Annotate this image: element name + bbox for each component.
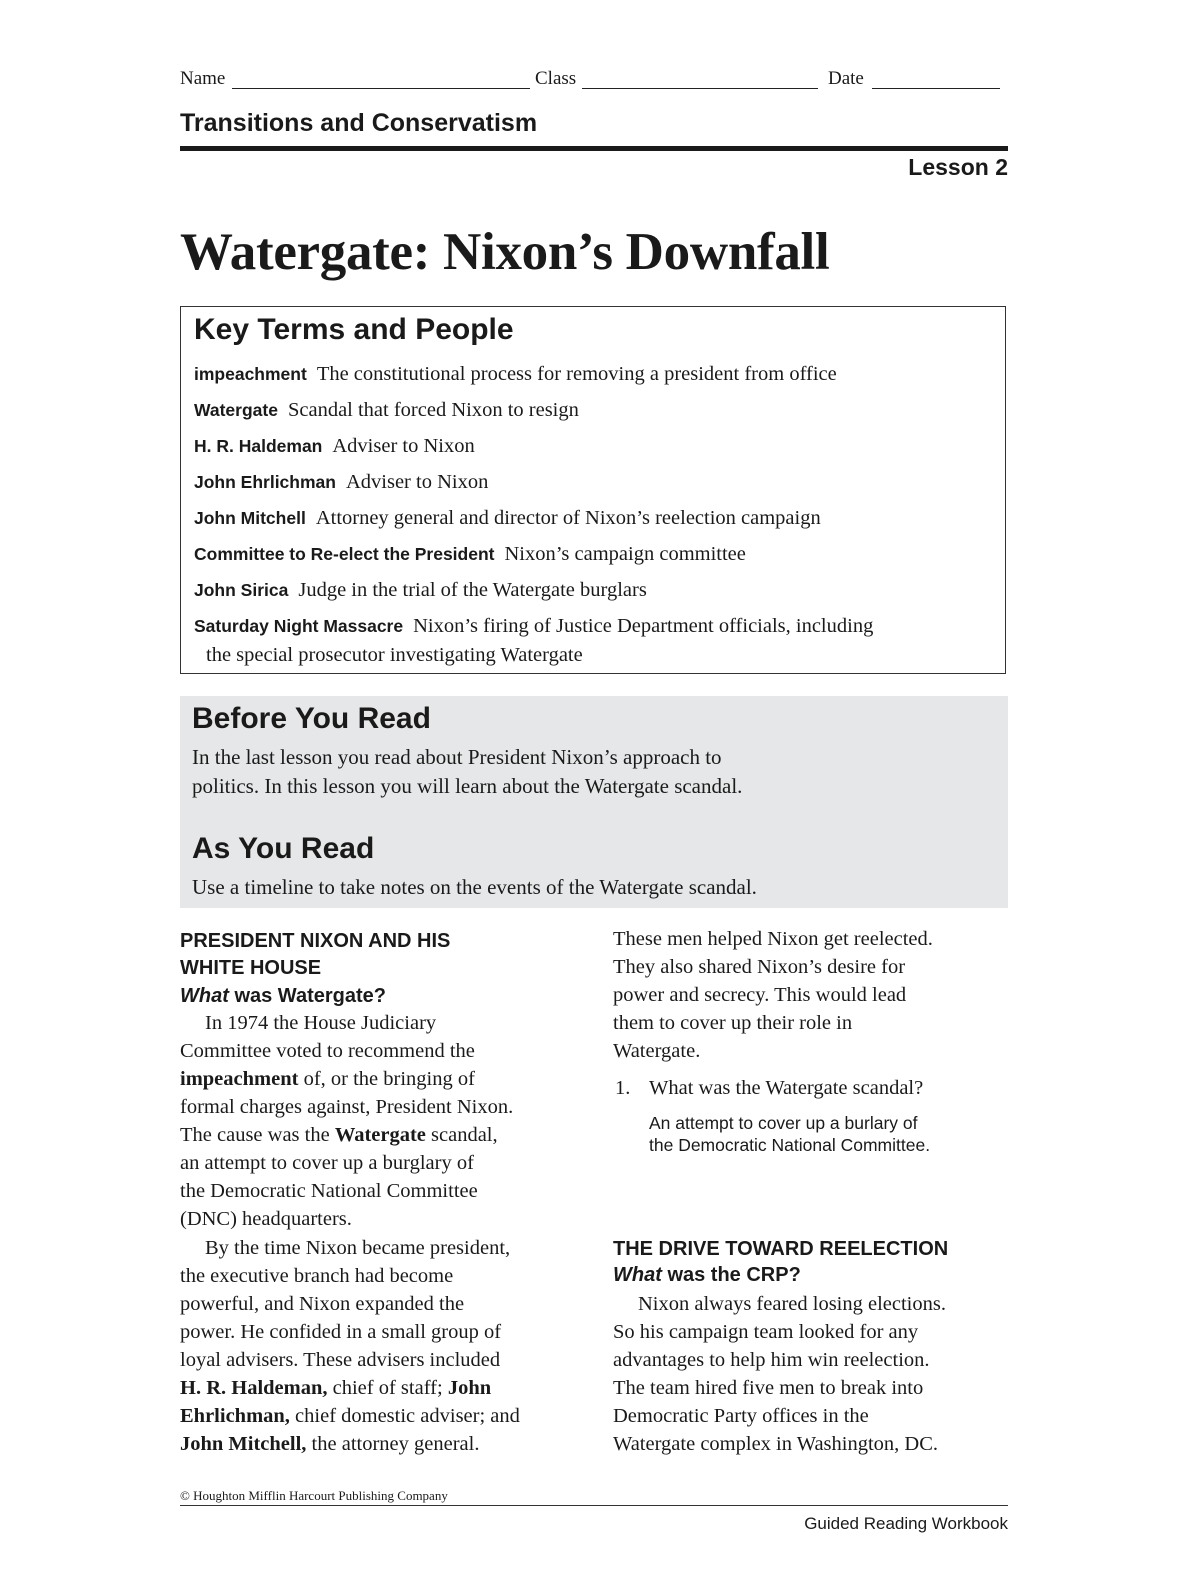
text-line xyxy=(180,1349,500,1372)
section-heading: THE DRIVE TOWARD REELECTION xyxy=(613,1238,949,1260)
text-line xyxy=(180,1293,464,1316)
as-you-read-text: Use a timeline to take notes on the events of the Watergate scandal. xyxy=(192,875,757,899)
text-run: Watergate complex in Washington, DC. xyxy=(613,1433,939,1455)
copyright-notice: © Houghton Mifflin Harcourt Publishing Company xyxy=(180,1488,448,1503)
guiding-question xyxy=(613,1264,801,1287)
section-heading-line: WHITE HOUSE xyxy=(180,957,322,979)
key-term-definition: Adviser to Nixon xyxy=(345,471,489,493)
text-run: Democratic Party offices in the xyxy=(613,1405,869,1427)
key-terms-heading: Key Terms and People xyxy=(194,313,514,346)
text-run: formal charges against, President Nixon. xyxy=(180,1096,514,1118)
key-term-definition: Attorney general and director of Nixon’s reelection campaign xyxy=(315,507,821,529)
text-line xyxy=(180,1321,501,1344)
text-run: the executive branch had become xyxy=(180,1265,454,1287)
question-emphasis: What xyxy=(180,985,229,1007)
page-title: Watergate: Nixon’s Downfall xyxy=(180,223,830,281)
text-run: the Democratic National Committee xyxy=(180,1180,478,1202)
text-run: loyal advisers. These advisers included xyxy=(180,1349,501,1371)
text-line xyxy=(180,1068,475,1091)
text-line: politics. In this lesson you will learn about the Watergate scandal. xyxy=(192,774,743,798)
section-heading-line: PRESIDENT NIXON AND HIS xyxy=(180,930,451,952)
text-line xyxy=(180,1096,513,1119)
text-line xyxy=(180,1265,453,1288)
bold-term: John xyxy=(447,1377,492,1399)
text-line xyxy=(613,1321,918,1344)
key-term-definition: Nixon’s campaign committee xyxy=(504,543,746,565)
bold-term: Watergate xyxy=(334,1124,426,1146)
key-term-row xyxy=(194,507,994,530)
text-line xyxy=(180,1180,478,1203)
before-you-read-text xyxy=(192,743,992,801)
text-line xyxy=(180,1433,479,1456)
question-emphasis: What xyxy=(613,1264,662,1286)
text-run: chief of staff; xyxy=(327,1377,448,1399)
question-text: was the CRP? xyxy=(661,1264,801,1286)
key-term-definition-continued: the special prosecutor investigating Watergate xyxy=(206,644,583,666)
key-term-name: John Sirica xyxy=(194,580,289,600)
guiding-question xyxy=(180,985,386,1008)
date-field-line[interactable] xyxy=(872,88,1000,89)
answer-line: the Democratic National Committee. xyxy=(649,1135,931,1155)
before-you-read-heading: Before You Read xyxy=(192,702,431,735)
text-line: In the last lesson you read about President Nixon’s approach to xyxy=(192,745,722,769)
answer-line: An attempt to cover up a burlary of xyxy=(649,1113,918,1133)
key-term-definition: Scandal that forced Nixon to resign xyxy=(287,399,579,421)
question-answer[interactable] xyxy=(649,1112,989,1156)
key-term-row xyxy=(194,615,994,638)
class-field-line[interactable] xyxy=(582,88,818,89)
name-label: Name xyxy=(180,68,226,89)
footer-rule xyxy=(180,1505,1008,1506)
text-line xyxy=(205,1012,436,1035)
section-heading xyxy=(180,928,450,982)
class-label: Class xyxy=(535,68,577,89)
text-line xyxy=(180,1040,475,1063)
key-term-name: H. R. Haldeman xyxy=(194,436,323,456)
text-run: So his campaign team looked for any xyxy=(613,1321,919,1343)
header-rule xyxy=(180,146,1008,151)
text-run: In 1974 the House Judiciary xyxy=(205,1012,437,1034)
text-line xyxy=(613,1349,930,1372)
key-term-definition: Adviser to Nixon xyxy=(332,435,475,457)
text-line xyxy=(180,1405,520,1428)
text-line xyxy=(180,1377,491,1400)
key-term-name: Committee to Re-elect the President xyxy=(194,544,495,564)
question-number: 1. xyxy=(615,1077,631,1099)
text-run: an attempt to cover up a burglary of xyxy=(180,1152,474,1174)
text-run: powerful, and Nixon expanded the xyxy=(180,1293,465,1315)
key-term-name: Saturday Night Massacre xyxy=(194,616,404,636)
bold-term: impeachment xyxy=(180,1068,299,1090)
text-line: Watergate. xyxy=(613,1040,701,1062)
key-term-name: impeachment xyxy=(194,364,307,384)
text-line xyxy=(205,1237,510,1260)
name-field-line[interactable] xyxy=(232,88,530,89)
key-term-row xyxy=(194,399,994,422)
key-term-name: John Mitchell xyxy=(194,508,306,528)
text-run: the attorney general. xyxy=(306,1433,480,1455)
student-info-header xyxy=(180,68,1010,92)
text-run: The team hired five men to break into xyxy=(613,1377,924,1399)
text-run: Committee voted to recommend the xyxy=(180,1040,475,1062)
text-line: them to cover up their role in xyxy=(613,1012,853,1034)
key-terms-box xyxy=(180,306,1006,674)
bold-term: John Mitchell, xyxy=(180,1433,307,1455)
key-term-definition: Nixon’s firing of Justice Department officials, including xyxy=(413,615,874,637)
bold-term: Ehrlichman, xyxy=(180,1405,290,1427)
key-term-row xyxy=(194,435,994,458)
text-run: power. He confided in a small group of xyxy=(180,1321,502,1343)
text-run: scandal, xyxy=(425,1124,498,1146)
key-term-definition: Judge in the trial of the Watergate burglars xyxy=(298,579,647,601)
text-line: They also shared Nixon’s desire for xyxy=(613,956,906,978)
lesson-label: Lesson 2 xyxy=(908,154,1008,180)
reading-guide-box xyxy=(180,696,1008,908)
question-text: was Watergate? xyxy=(228,985,386,1007)
text-run: The cause was the xyxy=(180,1124,335,1146)
text-run: advantages to help him win reelection. xyxy=(613,1349,930,1371)
text-run: By the time Nixon became president, xyxy=(205,1237,511,1259)
key-term-name: John Ehrlichman xyxy=(194,472,336,492)
text-line xyxy=(613,1433,938,1456)
text-line xyxy=(638,1293,946,1316)
bold-term: H. R. Haldeman, xyxy=(180,1377,328,1399)
unit-title: Transitions and Conservatism xyxy=(180,109,538,137)
text-line: power and secrecy. This would lead xyxy=(613,984,907,1006)
date-label: Date xyxy=(828,68,864,89)
text-line xyxy=(180,1208,352,1231)
as-you-read-heading: As You Read xyxy=(192,832,375,865)
text-line: These men helped Nixon get reelected. xyxy=(613,928,933,950)
key-term-row xyxy=(194,543,994,566)
text-line xyxy=(613,1405,869,1428)
text-run: Nixon always feared losing elections. xyxy=(638,1293,946,1315)
key-term-row xyxy=(194,471,994,494)
text-run: of, or the bringing of xyxy=(298,1068,475,1090)
key-term-definition: The constitutional process for removing a president from office xyxy=(316,363,837,385)
key-term-row xyxy=(194,579,994,602)
text-run: (DNC) headquarters. xyxy=(180,1208,352,1230)
key-term-row xyxy=(194,363,994,386)
text-run: chief domestic adviser; and xyxy=(289,1405,520,1427)
question-text: What was the Watergate scandal? xyxy=(649,1077,924,1099)
workbook-footer: Guided Reading Workbook xyxy=(804,1514,1008,1533)
text-line xyxy=(613,1377,923,1400)
text-line xyxy=(180,1124,498,1147)
text-line xyxy=(180,1152,474,1175)
key-term-name: Watergate xyxy=(194,400,278,420)
